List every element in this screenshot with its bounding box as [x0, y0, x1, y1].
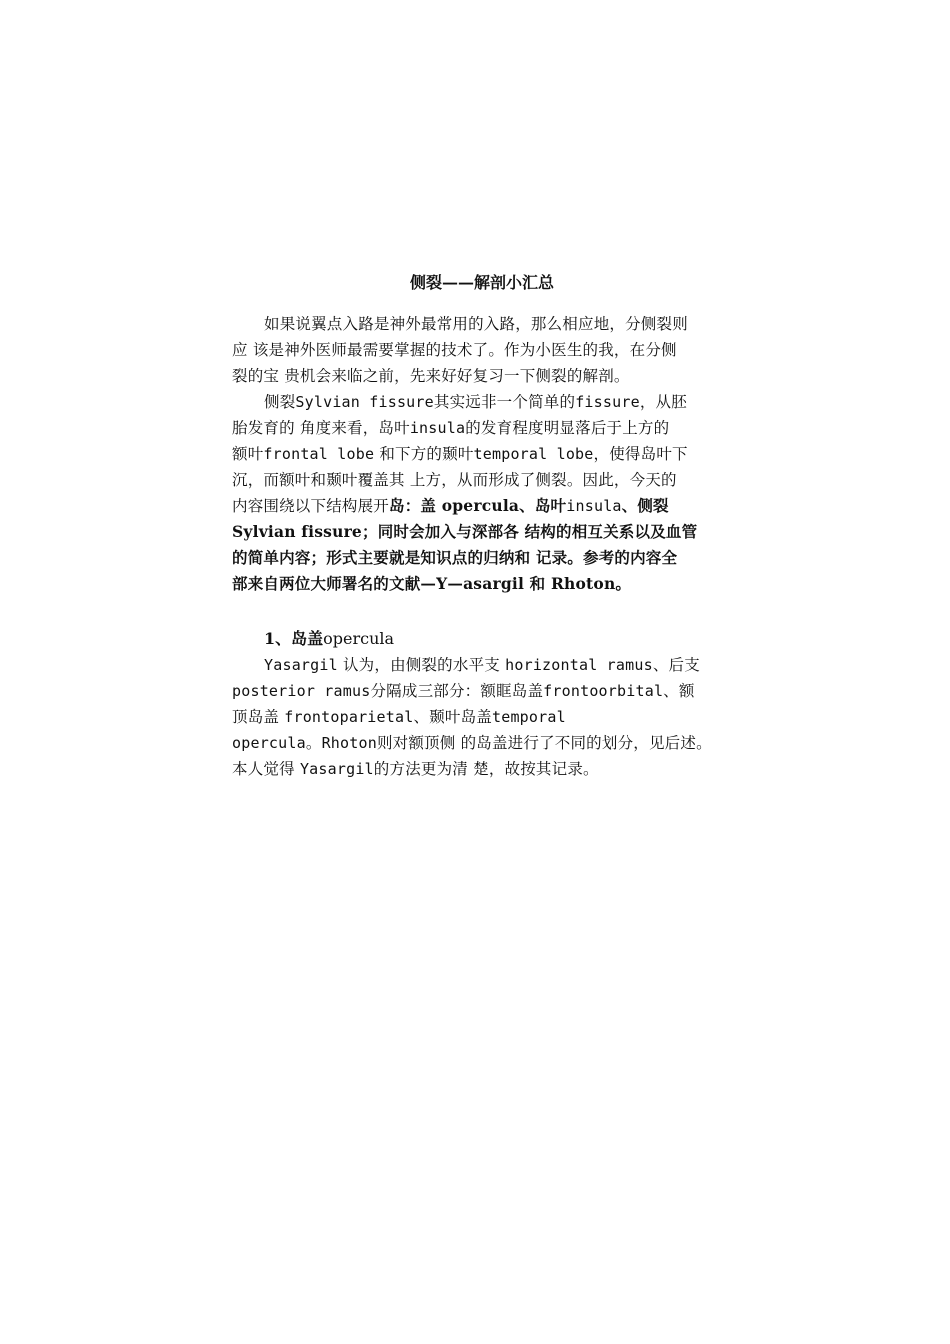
- text-run: 认为，由侧裂的水平支: [337, 656, 506, 674]
- para2-line-6: Sylvian fissure；同时会加入与深部各 结构的相互关系以及血管: [232, 522, 698, 541]
- para2-line-8: 部来自两位大师署名的文献—Y—asargil 和 Rhoton。: [232, 574, 632, 593]
- intro-line-2: 应 该是神外医师最需要掌握的技术了。作为小医生的我，在分侧: [232, 341, 677, 359]
- term-run: Yasargil: [299, 760, 374, 778]
- term-run: temporal: [491, 708, 566, 726]
- term-run: opercula: [232, 734, 306, 752]
- para2-line-1: [264, 391, 687, 413]
- para2-line-4: 沉，而额叶和颞叶覆盖其 上方，从而形成了侧裂。因此，今天的: [232, 471, 677, 489]
- term-run: insula: [409, 419, 466, 437]
- text-run: 的发育程度明显落后于上方的: [465, 419, 670, 437]
- para2-line-7: 的简单内容；形式主要就是知识点的归纳和 记录。参考的内容全: [232, 548, 678, 567]
- document-title: 侧裂——解剖小汇总: [409, 273, 554, 292]
- text-run: ，使得岛叶下: [593, 445, 688, 463]
- text-run: ，从胚: [639, 393, 687, 411]
- text-run: 额叶: [232, 445, 264, 463]
- text-run: 、额: [663, 682, 695, 700]
- bold-run: 、侧裂: [621, 496, 669, 515]
- term-run: Sylvian fissure: [295, 393, 434, 411]
- text-run: 则对额顶侧 的岛盖进行了不同的划分，见后述。: [376, 734, 712, 752]
- text-run: 内容围绕以下结构展开: [232, 497, 390, 515]
- intro-line-3: 裂的宝 贵机会来临之前，先来好好复习一下侧裂的解剖。: [232, 367, 630, 385]
- text-run: 、颞叶岛盖: [413, 708, 492, 726]
- section-number: 1、: [264, 629, 292, 648]
- para2-line-2: [232, 417, 669, 439]
- term-run: frontal lobe: [263, 445, 375, 463]
- text-run: 的方法更为清 楚，故按其记录。: [373, 760, 599, 778]
- section1-line-4: [232, 732, 712, 754]
- text-run: 分隔成三部分：额眶岛盖: [370, 682, 544, 700]
- term-run: frontoparietal: [284, 708, 414, 726]
- text-run: 顶岛盖: [232, 708, 285, 726]
- text-run: 和下方的颞叶: [374, 445, 474, 463]
- section1-line-3: [232, 706, 566, 728]
- term-run: frontoorbital: [543, 682, 664, 700]
- text-run: 胎发育的 角度来看，岛叶: [232, 419, 410, 437]
- intro-line-1: 如果说翼点入路是神外最常用的入路，那么相应地，分侧裂则: [264, 315, 688, 333]
- bold-run: 岛：盖 opercula、岛叶: [389, 496, 567, 515]
- term-run: temporal lobe: [473, 445, 594, 463]
- section-1-heading: [264, 628, 394, 650]
- text-run: 本人觉得: [232, 760, 300, 778]
- text-run: 其实远非一个简单的: [433, 393, 576, 411]
- para2-line-3: [232, 443, 688, 465]
- term-run: Rhoton: [321, 734, 377, 752]
- term-run: horizontal ramus: [505, 656, 653, 674]
- section1-line-1: [264, 654, 700, 676]
- term-run: fissure: [575, 393, 640, 411]
- term-run: posterior ramus: [232, 682, 371, 700]
- section-title-en: opercula: [323, 629, 395, 648]
- term-run: insula: [566, 497, 622, 515]
- section1-line-5: [232, 758, 599, 780]
- section-title-cn: 岛盖: [291, 629, 324, 648]
- term-run: Yasargil: [264, 656, 338, 674]
- section1-line-2: [232, 680, 695, 702]
- text-run: 、后支: [652, 656, 700, 674]
- text-run: 。: [305, 734, 322, 752]
- para2-line-5: [232, 495, 669, 517]
- text-run: 侧裂: [264, 393, 296, 411]
